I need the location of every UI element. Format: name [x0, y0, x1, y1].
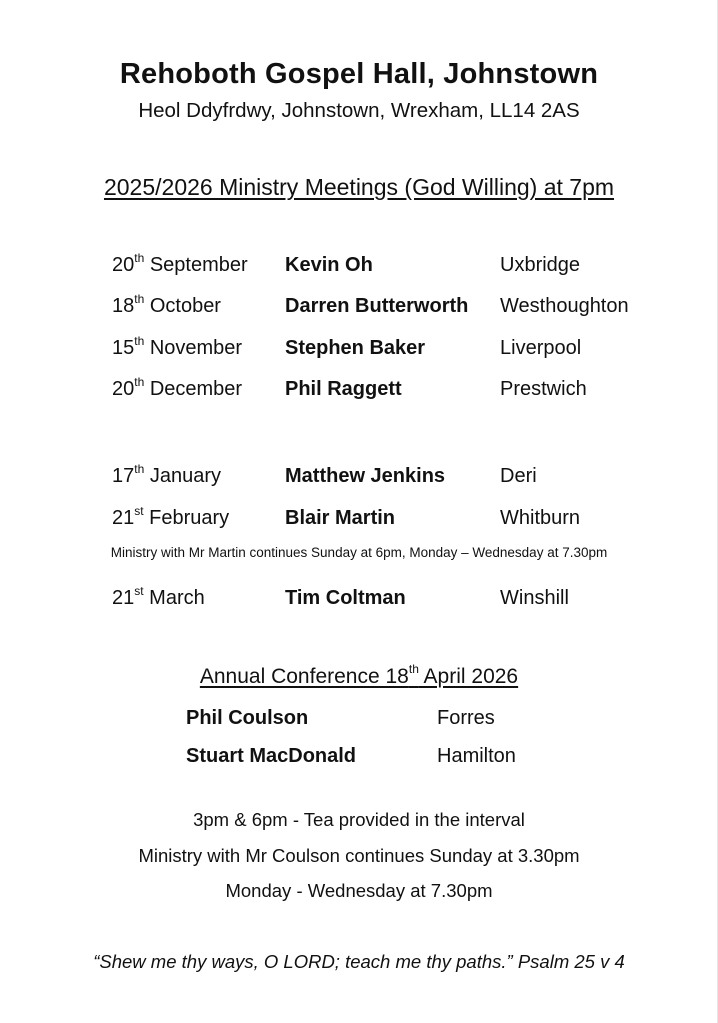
meeting-date: 17th January — [112, 462, 221, 487]
meeting-row — [0, 462, 718, 493]
meeting-date: 15th November — [112, 334, 243, 359]
conference-info-line: 3pm & 6pm - Tea provided in the interval — [193, 809, 525, 830]
meeting-place: Uxbridge — [500, 254, 581, 276]
conference-info-line: Ministry with Mr Coulson continues Sunday at 3.30pm — [138, 845, 580, 866]
meeting-row — [0, 251, 718, 282]
meeting-speaker: Darren Butterworth — [285, 295, 469, 317]
scripture-quote: “Shew me thy ways, O LORD; teach me thy paths.” Psalm 25 v 4 — [93, 951, 625, 972]
meeting-row — [0, 584, 718, 615]
meeting-place: Westhoughton — [500, 295, 629, 317]
meeting-row — [0, 292, 718, 323]
meeting-date: 20th September — [112, 251, 248, 276]
conference-speaker: Phil Coulson — [186, 707, 309, 729]
conference-speaker-place: Forres — [437, 707, 495, 729]
hall-title: Rehoboth Gospel Hall, Johnstown — [119, 58, 599, 90]
martin-ministry-note: Ministry with Mr Martin continues Sunday at 6pm, Monday – Wednesday at 7.30pm — [110, 545, 608, 560]
conference-speaker-place: Hamilton — [437, 745, 516, 767]
meeting-speaker: Matthew Jenkins — [285, 465, 446, 487]
meeting-date: 18th October — [112, 292, 221, 317]
conference-speaker: Stuart MacDonald — [186, 745, 357, 767]
meeting-place: Prestwich — [500, 378, 587, 400]
meeting-place: Winshill — [500, 587, 569, 609]
meeting-speaker: Kevin Oh — [285, 254, 373, 276]
schedule-heading: 2025/2026 Ministry Meetings (God Willing) at 7pm — [103, 174, 615, 200]
meeting-date: 21st March — [112, 584, 205, 609]
meeting-date: 20th December — [112, 375, 243, 400]
meeting-place: Whitburn — [500, 507, 581, 529]
meeting-place: Liverpool — [500, 337, 582, 359]
conference-info-line: Monday - Wednesday at 7.30pm — [225, 880, 493, 901]
meeting-row — [0, 504, 718, 535]
conference-heading: Annual Conference 18th April 2026 — [199, 662, 519, 688]
conference-speaker-row — [0, 707, 718, 735]
meeting-speaker: Tim Coltman — [285, 587, 406, 609]
meeting-speaker: Phil Raggett — [285, 378, 402, 400]
meeting-row — [0, 334, 718, 365]
hall-address: Heol Ddyfrdwy, Johnstown, Wrexham, LL14 2AS — [138, 99, 580, 122]
conference-speaker-row — [0, 745, 718, 773]
meeting-place: Deri — [500, 465, 537, 487]
meeting-date: 21st February — [112, 504, 230, 529]
meeting-speaker: Blair Martin — [285, 507, 396, 529]
meeting-row — [0, 375, 718, 406]
meeting-speaker: Stephen Baker — [285, 337, 426, 359]
